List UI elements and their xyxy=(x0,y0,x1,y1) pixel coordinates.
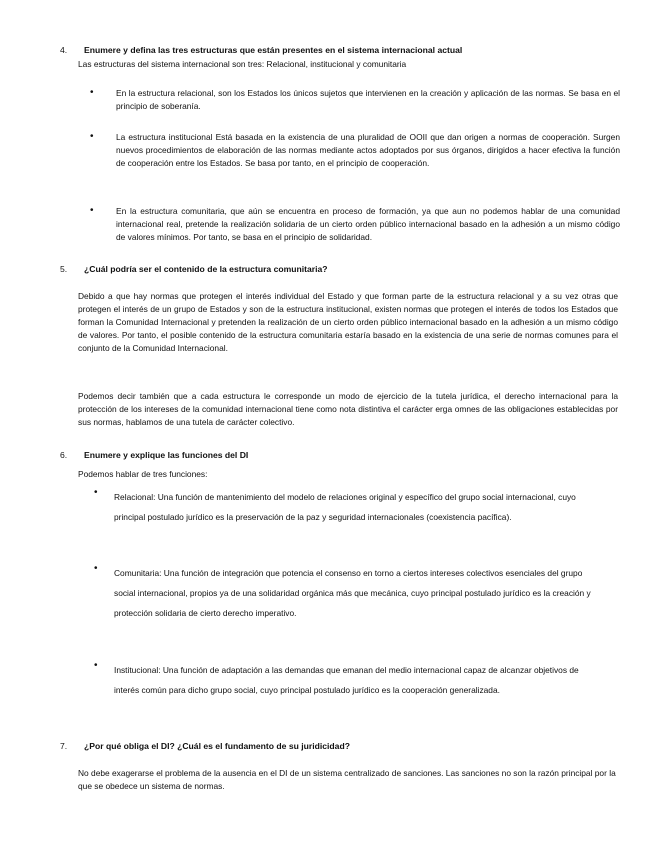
list-item-text: En la estructura comunitaria, que aún se encuentra en proceso de formación, ya que aun no podemos hablar de una comunidad internacional real, pretende la realización solidaria de un cierto orden público internacional basado en la adhesión a un mismo código de valores mínimos. Por tanto, se basa en el principio de solidaridad. xyxy=(116,206,620,242)
question-6-heading xyxy=(60,449,620,461)
bullet-icon: • xyxy=(90,87,94,98)
question-4-heading xyxy=(60,44,620,56)
question-4-intro: Las estructuras del sistema internacional son tres: Relacional, institucional y comunitaria xyxy=(78,59,407,69)
question-title: Enumere y explique las funciones del DI xyxy=(84,450,249,460)
question-number: 7. xyxy=(60,741,68,751)
bullet-icon: • xyxy=(94,660,98,671)
list-item-text: En la estructura relacional, son los Estados los únicos sujetos que intervienen en la creación y aplicación de las normas. Se basa en el principio de soberanía. xyxy=(116,88,620,111)
question-7-paragraph: No debe exagerarse el problema de la ausencia en el DI de un sistema centralizado de sanciones. Las sanciones no son la razón principal por la que se obedece un sistema de normas. xyxy=(78,768,616,791)
question-5-paragraph: Debido a que hay normas que protegen el interés individual del Estado y que forman parte de la estructura relacional y a su vez otras que protegen el interés de un grupo de Estados y son de la estructura institucional, existen normas que protegen el interés de todos los Estados que forman la Comunidad Internacional y pretenden la realización de un cierto orden público internacional basado en la adhesión a un mismo código de valores. Por tanto, el posible contenido de la estructura comunitaria estaría basado en la existencia de una serie de normas comunes para el conjunto de la Comunidad Internacional. xyxy=(78,291,618,353)
list-item-text: Comunitaria: Una función de integración que potencia el consenso en torno a ciertos intereses colectivos esenciales del grupo social internacional, propios ya de una solidaridad orgánica más que mecánica, cuyo principal postulado jurídico es la creación y protección solidaria de cierto derecho imperativo. xyxy=(114,568,591,618)
question-title: Enumere y defina las tres estructuras que están presentes en el sistema internacional actual xyxy=(84,45,463,55)
bullet-icon: • xyxy=(90,131,94,142)
bullet-icon: • xyxy=(94,487,98,498)
question-6-intro: Podemos hablar de tres funciones: xyxy=(78,469,208,479)
question-5-heading xyxy=(60,263,620,275)
question-5-paragraph: Podemos decir también que a cada estructura le corresponde un modo de ejercicio de la tutela jurídica, el derecho internacional para la protección de los intereses de la comunidad internacional tiene como nota distintiva el carácter erga omnes de las obligaciones establecidas por sus normas, hablamos de una tutela de carácter colectivo. xyxy=(78,391,618,427)
question-number: 5. xyxy=(60,264,68,274)
bullet-icon: • xyxy=(94,563,98,574)
question-number: 4. xyxy=(60,45,68,55)
list-item-text: Institucional: Una función de adaptación a las demandas que emanan del medio internacional capaz de alcanzar objetivos de interés común para dicho grupo social, cuyo principal postulado jurídico es la cooperación generalizada. xyxy=(114,665,579,695)
list-item-text: La estructura institucional Está basada en la existencia de una pluralidad de OOII que dan origen a normas de cooperación. Surgen nuevos procedimientos de elaboración de las normas mediante actos adoptados por sus órganos, dirigidos a hacer efectiva la función de cooperación entre los Estados. Se basa por tanto, en el principio de cooperación. xyxy=(116,132,620,168)
question-title: ¿Cuál podría ser el contenido de la estructura comunitaria? xyxy=(84,264,328,274)
question-7-heading xyxy=(60,740,620,752)
question-title: ¿Por qué obliga el DI? ¿Cuál es el fundamento de su juridicidad? xyxy=(84,741,350,751)
bullet-icon: • xyxy=(90,205,94,216)
question-number: 6. xyxy=(60,450,68,460)
list-item-text: Relacional: Una función de mantenimiento del modelo de relaciones original y específico del grupo social internacional, cuyo principal postulado jurídico es la preservación de la paz y seguridad internacionales (coexistencia pacífica). xyxy=(114,492,576,522)
